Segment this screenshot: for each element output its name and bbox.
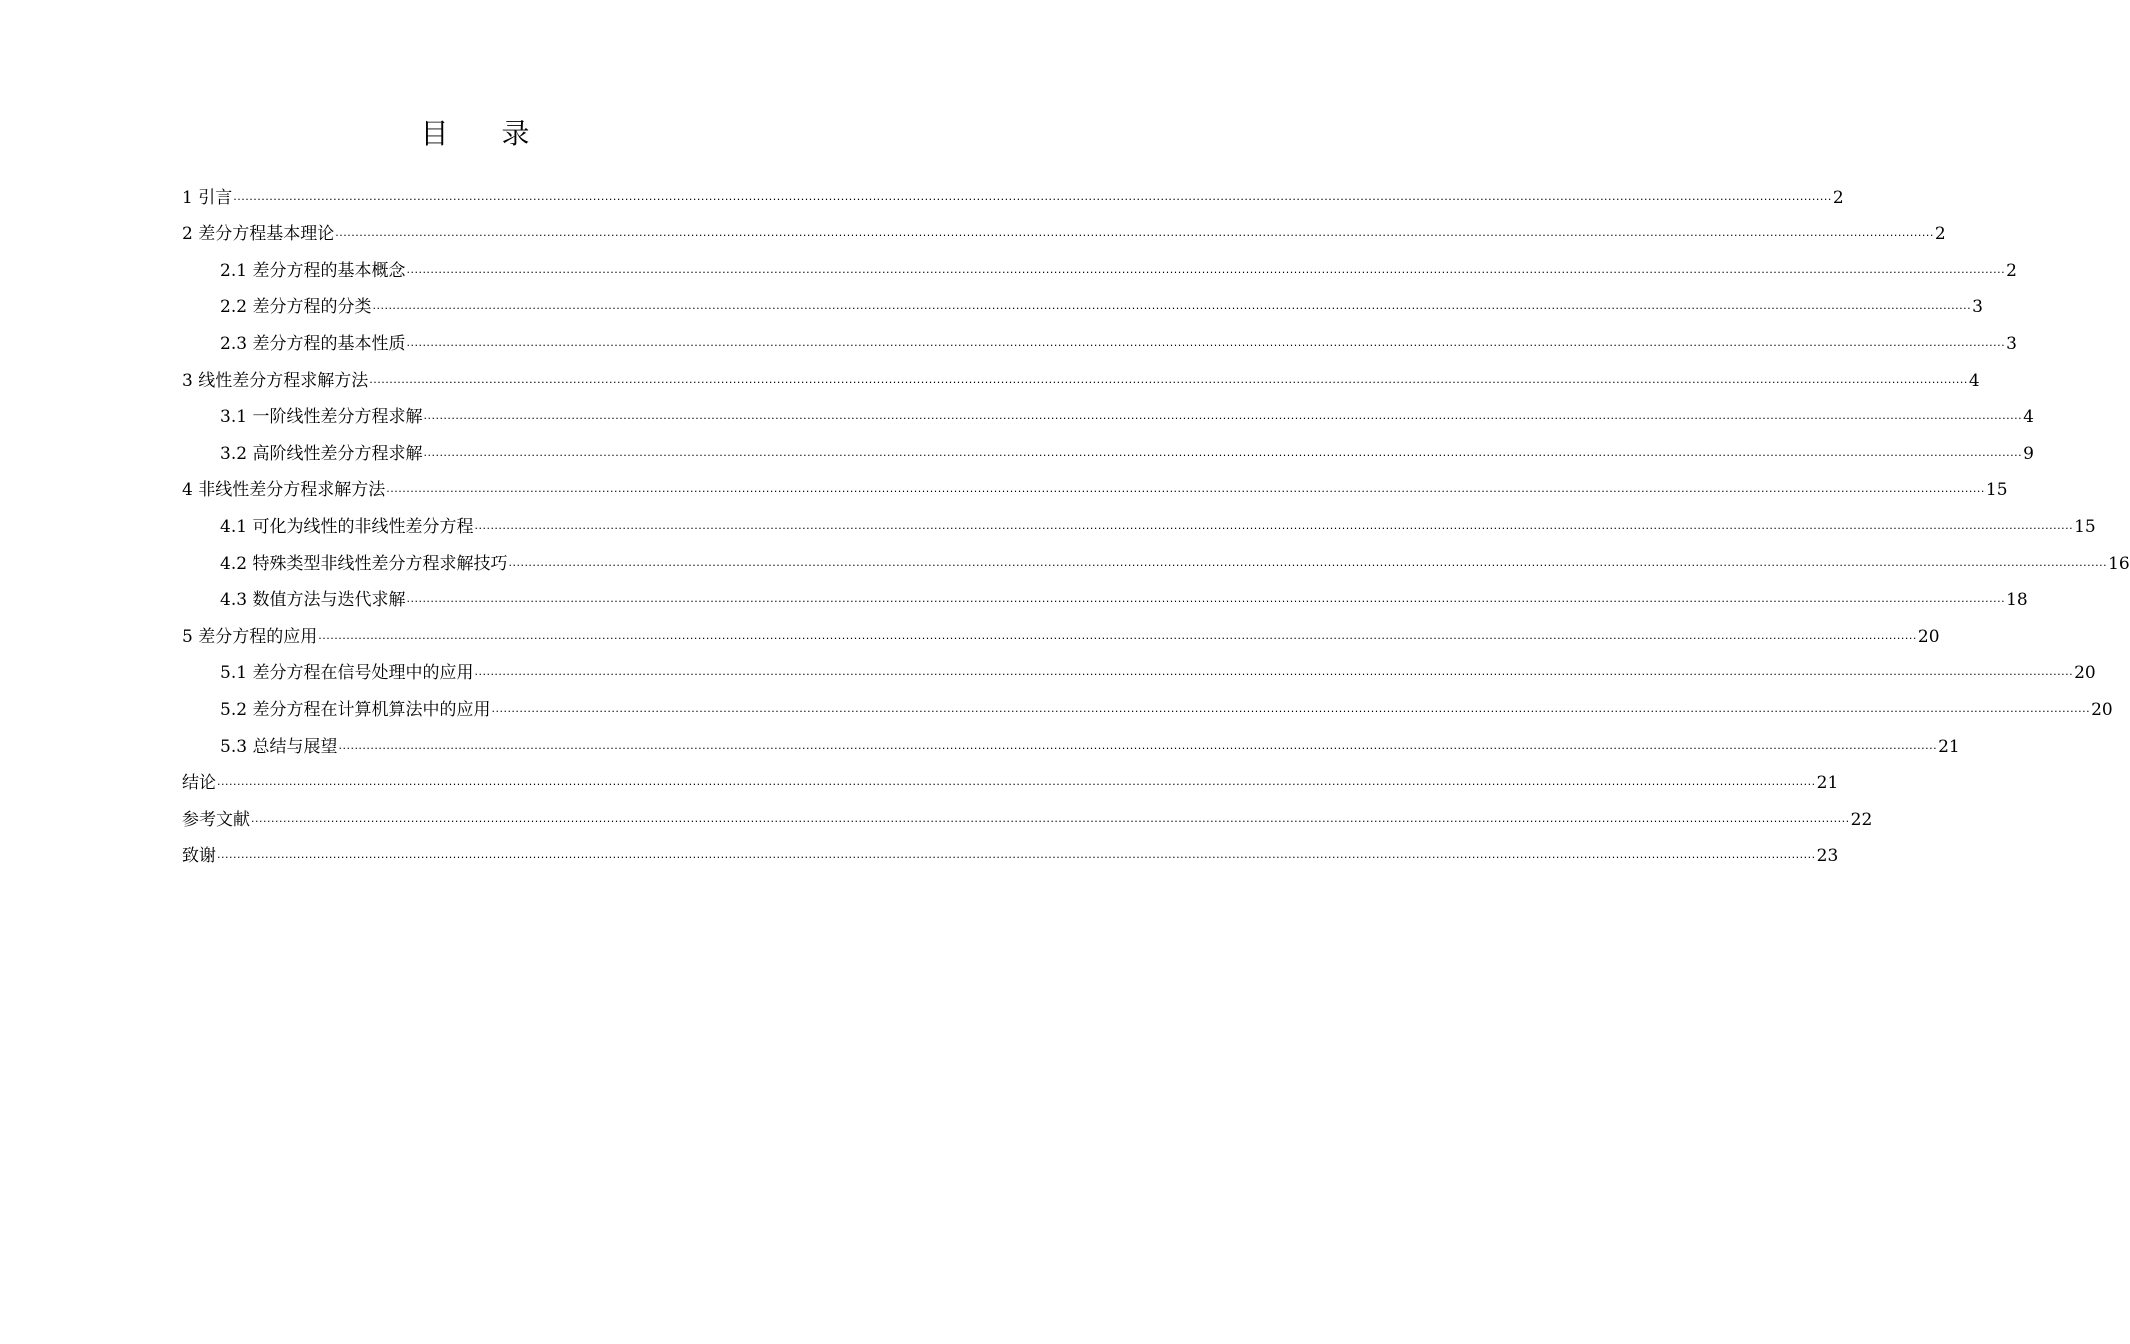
- toc-entry-title: 1 引言: [182, 187, 233, 208]
- toc-entry-title: 3.2 高阶线性差分方程求解: [220, 443, 423, 464]
- toc-entry[interactable]: [182, 318, 2017, 355]
- toc-entry-title: 5 差分方程的应用: [182, 626, 318, 647]
- toc-entry-page: 9: [2023, 443, 2034, 464]
- toc-entry-page: 2: [1934, 224, 1946, 245]
- toc-entry-page: 2: [2006, 260, 2017, 281]
- toc-entry-title: 参考文献: [182, 809, 250, 830]
- toc-leader-dots: ................................................................................................................................................................................................................................................................................................................................................................................................................: [335, 226, 1934, 240]
- toc-entry-page: 4: [1968, 370, 1980, 391]
- toc-entry[interactable]: [182, 282, 1983, 319]
- toc-entry[interactable]: [182, 465, 2008, 502]
- toc-entry-page: 21: [1816, 773, 1839, 794]
- toc-entry[interactable]: [182, 575, 2028, 612]
- toc-entry-title: 3.1 一阶线性差分方程求解: [220, 407, 423, 428]
- toc-leader-dots: ................................................................................................................................................................................................................................................................................................................................................................................................................: [386, 482, 1985, 496]
- toc-entry-title: 2 差分方程基本理论: [182, 224, 335, 245]
- toc-entry-page: 16: [2108, 553, 2130, 574]
- toc-leader-dots: ................................................................................................................................................................................................................................................................................................................................................................................................................: [406, 335, 2006, 349]
- toc-leader-dots: ................................................................................................................................................................................................................................................................................................................................................................................................................: [217, 775, 1816, 789]
- table-of-contents: [182, 172, 2130, 867]
- toc-leader-dots: ................................................................................................................................................................................................................................................................................................................................................................................................................: [372, 299, 1972, 313]
- toc-entry-title: 2.3 差分方程的基本性质: [220, 333, 406, 354]
- toc-leader-dots: ................................................................................................................................................................................................................................................................................................................................................................................................................: [508, 555, 2108, 569]
- toc-entry[interactable]: [182, 392, 2034, 429]
- toc-entry-page: 22: [1850, 809, 1873, 830]
- toc-entry-title: 2.1 差分方程的基本概念: [220, 260, 406, 281]
- toc-entry-title: 4.3 数值方法与迭代求解: [220, 590, 406, 611]
- toc-leader-dots: ................................................................................................................................................................................................................................................................................................................................................................................................................: [318, 628, 1917, 642]
- toc-entry[interactable]: [182, 758, 1839, 795]
- toc-entry[interactable]: [182, 245, 2017, 282]
- toc-entry-title: 4.1 可化为线性的非线性差分方程: [220, 516, 474, 537]
- toc-leader-dots: ................................................................................................................................................................................................................................................................................................................................................................................................................: [251, 811, 1850, 825]
- toc-leader-dots: ................................................................................................................................................................................................................................................................................................................................................................................................................: [474, 665, 2074, 679]
- toc-entry[interactable]: [182, 501, 2096, 538]
- toc-entry-title: 2.2 差分方程的分类: [220, 297, 372, 318]
- toc-entry[interactable]: [182, 428, 2034, 465]
- toc-entry-title: 5.2 差分方程在计算机算法中的应用: [220, 699, 491, 720]
- toc-entry-title: 3 线性差分方程求解方法: [182, 370, 369, 391]
- toc-entry-title: 结论: [182, 773, 216, 794]
- toc-leader-dots: ................................................................................................................................................................................................................................................................................................................................................................................................................: [423, 409, 2023, 423]
- toc-leader-dots: ................................................................................................................................................................................................................................................................................................................................................................................................................: [369, 372, 1968, 386]
- toc-leader-dots: ................................................................................................................................................................................................................................................................................................................................................................................................................: [474, 518, 2074, 532]
- toc-leader-dots: ................................................................................................................................................................................................................................................................................................................................................................................................................: [217, 848, 1816, 862]
- toc-entry-page: 3: [2006, 333, 2017, 354]
- toc-entry[interactable]: [182, 648, 2096, 685]
- toc-entry-page: 4: [2023, 407, 2034, 428]
- toc-leader-dots: ................................................................................................................................................................................................................................................................................................................................................................................................................: [233, 189, 1832, 203]
- toc-entry-title: 4 非线性差分方程求解方法: [182, 480, 386, 501]
- toc-leader-dots: ................................................................................................................................................................................................................................................................................................................................................................................................................: [423, 445, 2023, 459]
- toc-entry-page: 3: [1972, 297, 1983, 318]
- toc-entry-page: 23: [1816, 846, 1839, 867]
- toc-entry[interactable]: [182, 794, 1873, 831]
- toc-entry[interactable]: [182, 209, 1946, 246]
- toc-entry-page: 20: [2074, 663, 2096, 684]
- toc-leader-dots: ................................................................................................................................................................................................................................................................................................................................................................................................................: [406, 592, 2006, 606]
- toc-entry-title: 4.2 特殊类型非线性差分方程求解技巧: [220, 553, 508, 574]
- toc-leader-dots: ................................................................................................................................................................................................................................................................................................................................................................................................................: [491, 701, 2091, 715]
- toc-entry[interactable]: [182, 355, 1980, 392]
- toc-entry-page: 15: [1985, 480, 2008, 501]
- toc-entry-page: 21: [1938, 736, 1960, 757]
- toc-entry-page: 18: [2006, 590, 2028, 611]
- toc-entry[interactable]: [182, 538, 2130, 575]
- toc-entry[interactable]: [182, 831, 1839, 868]
- toc-entry-page: 2: [1832, 187, 1844, 208]
- toc-entry-page: 20: [1917, 626, 1940, 647]
- toc-entry-page: 20: [2091, 699, 2113, 720]
- toc-entry-title: 致谢: [182, 846, 216, 867]
- toc-entry[interactable]: [182, 721, 1960, 758]
- toc-entry-title: 5.3 总结与展望: [220, 736, 338, 757]
- toc-entry[interactable]: [182, 172, 1844, 209]
- toc-entry-page: 15: [2074, 516, 2096, 537]
- toc-leader-dots: ................................................................................................................................................................................................................................................................................................................................................................................................................: [406, 262, 2006, 276]
- toc-entry[interactable]: [182, 611, 1940, 648]
- toc-entry-title: 5.1 差分方程在信号处理中的应用: [220, 663, 474, 684]
- toc-entry[interactable]: [182, 684, 2113, 721]
- toc-leader-dots: ................................................................................................................................................................................................................................................................................................................................................................................................................: [338, 738, 1938, 752]
- page-title: 目 录: [420, 117, 552, 150]
